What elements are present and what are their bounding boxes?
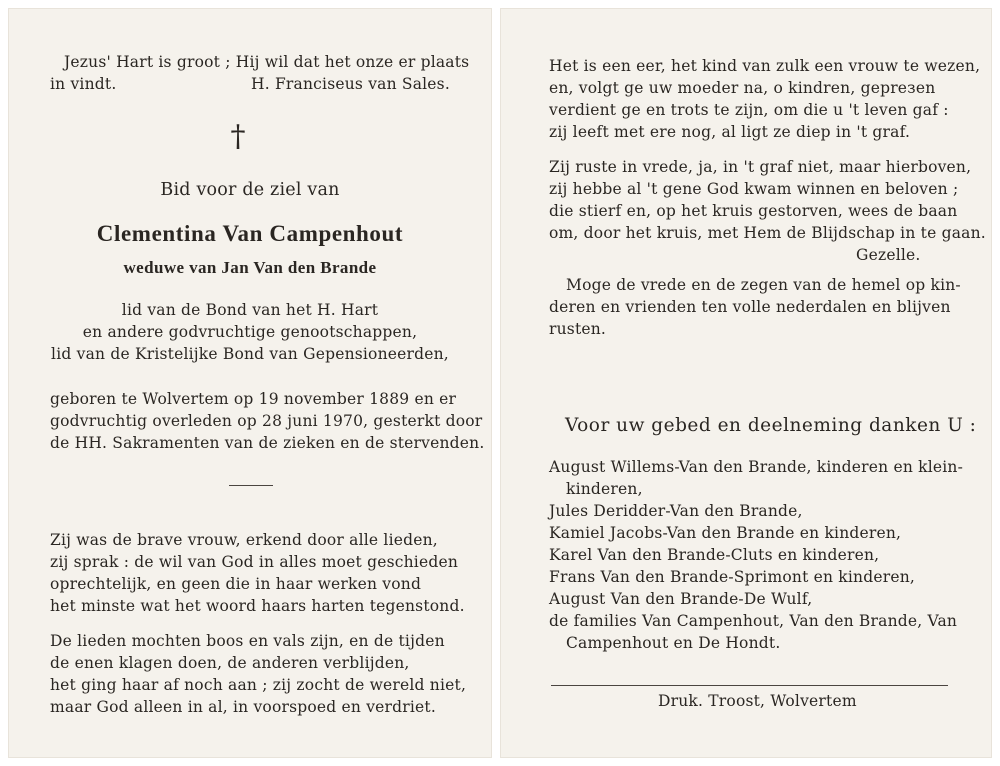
poem2-line-1: De lieden mochten boos en vals zijn, en de tijden (50, 632, 445, 650)
family-line-8: de families Van Campenhout, Van den Brande, Van (549, 612, 958, 630)
life-line-3: de HH. Sakramenten van de zieken en de stervenden. (50, 434, 485, 452)
life-line-2: godvruchtig overleden op 28 juni 1970, gesterkt door (50, 412, 483, 430)
right-poem2-line-4: om, door het kruis, met Hem de Blijdschap in te gaan. (549, 224, 986, 242)
thanks-heading: Voor uw gebed en deelneming danken U : (565, 415, 977, 436)
membership-line-3: lid van de Kristelijke Bond van Gepensioneerden, (51, 345, 449, 363)
poem2-line-3: het ging haar af noch aan ; zij zocht de wereld niet, (50, 676, 467, 694)
widow-of: weduwe van Jan Van den Brande (123, 258, 377, 277)
right-poem2-line-1: Zij ruste in vrede, ja, in 't graf niet, maar hierboven, (549, 158, 972, 176)
family-line-9: Campenhout en De Hondt. (566, 634, 781, 652)
left-divider (229, 485, 273, 486)
right-poem1-line-4: zij leeft met ere nog, al ligt ze diep in 't graf. (549, 123, 911, 141)
right-poem1-line-3: verdient ge en trots te zijn, om die u 't leven gaf : (549, 101, 949, 119)
right-divider (551, 685, 948, 686)
family-line-6: Frans Van den Brande-Sprimont en kinderen, (549, 568, 916, 586)
family-line-3: Jules Deridder-Van den Brande, (549, 502, 803, 520)
family-line-4: Kamiel Jacobs-Van den Brande en kinderen, (549, 524, 902, 542)
poem1-line-4: het minste wat het woord haars harten tegenstond. (50, 597, 465, 615)
family-line-1: August Willems-Van den Brande, kinderen en klein- (549, 458, 964, 476)
cross-icon: † (230, 119, 246, 154)
deceased-name: Clementina Van Campenhout (96, 221, 404, 246)
poem2-line-4: maar God alleen in al, in voorspoed en verdriet. (50, 698, 436, 716)
quote-line-2: in vindt. (50, 75, 117, 93)
family-line-7: August Van den Brande-De Wulf, (549, 590, 813, 608)
membership-line-1: lid van de Bond van het H. Hart (121, 301, 379, 319)
right-poem1-line-1: Het is een eer, het kind van zulk een vrouw te wezen, (549, 57, 981, 75)
blessing-line-3: rusten. (549, 320, 607, 338)
poem1-line-2: zij sprak : de wil van God in alles moet geschieden (50, 553, 459, 571)
quote-author: H. Franciseus van Sales. (251, 75, 450, 93)
blessing-line-1: Moge de vrede en de zegen van de hemel op kin- (566, 276, 961, 294)
prayer-heading: Bid voor de ziel van (160, 180, 340, 200)
right-poem2-line-2: zij hebbe al 't gene God kwam winnen en beloven ; (549, 180, 959, 198)
blessing-line-2: deren en vrienden ten volle nederdalen en blijven (549, 298, 951, 316)
life-line-1: geboren te Wolvertem op 19 november 1889 en er (50, 390, 457, 408)
family-line-5: Karel Van den Brande-Cluts en kinderen, (549, 546, 880, 564)
right-poem1-line-2: en, volgt ge uw moeder na, o kindren, gepreзen (549, 79, 936, 97)
poem1-line-3: oprechtelijk, en geen die in haar werken vond (50, 575, 422, 593)
quote-line-1: Jezus' Hart is groot ; Hij wil dat het onze er plaats (64, 53, 470, 71)
printer-credit: Druk. Troost, Wolvertem (658, 692, 857, 710)
poem1-line-1: Zij was de brave vrouw, erkend door alle lieden, (50, 531, 438, 549)
family-line-2: kinderen, (566, 480, 643, 498)
membership-line-2: en andere godvruchtige genootschappen, (82, 323, 418, 341)
card-fold (492, 0, 500, 766)
right-poem2-line-3: die stierf en, op het kruis gestorven, wees de baan (549, 202, 958, 220)
poem-author: Gezelle. (856, 246, 921, 264)
poem2-line-2: de enen klagen doen, de anderen verblijden, (50, 654, 410, 672)
